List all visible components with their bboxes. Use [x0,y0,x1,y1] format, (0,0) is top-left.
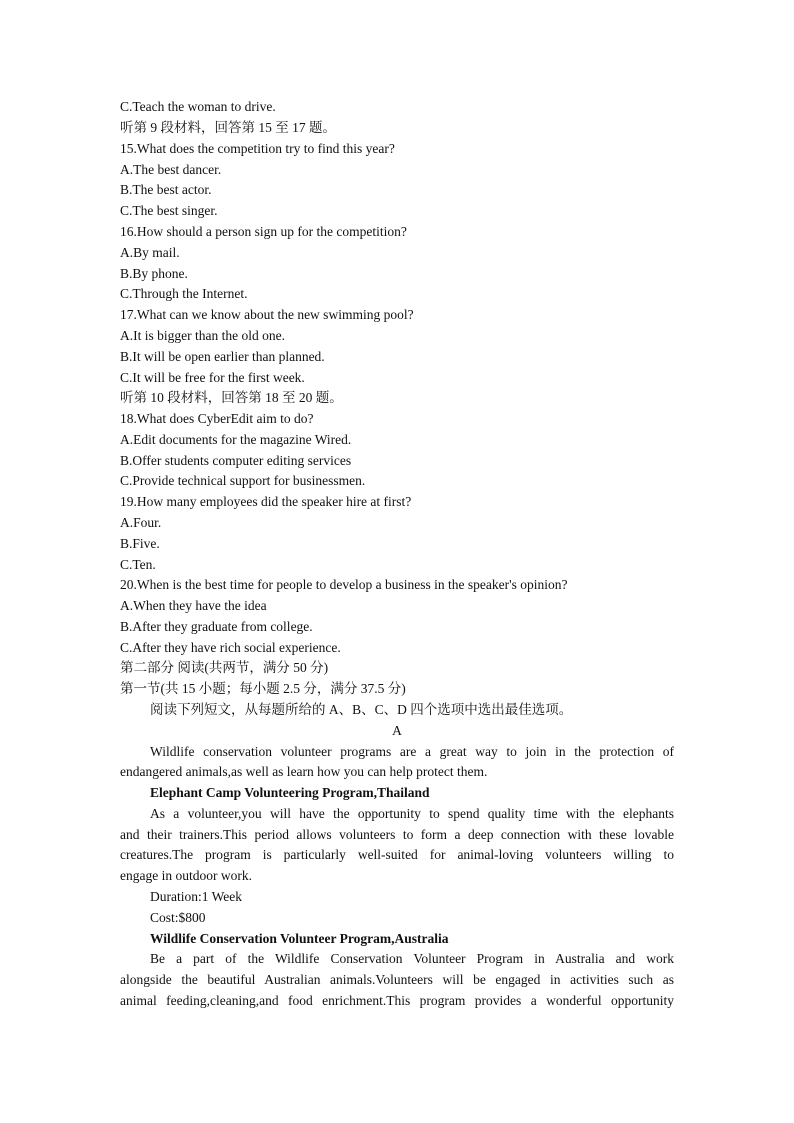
option-18c: C.Provide technical support for businessmen. [120,473,366,488]
program-1-cost: Cost:$800 [150,910,206,925]
question-16: 16.How should a person sign up for the competition? [120,224,407,239]
option-16b: B.By phone. [120,266,188,281]
option-17a: A.It is bigger than the old one. [120,328,285,343]
question-19: 19.How many employees did the speaker hire at first? [120,494,412,509]
option-15a: A.The best dancer. [120,162,222,177]
program-2-line-2: alongside the beautiful Australian animals.Volunteers will be engaged in activities such as [120,972,674,987]
program-2-line-1: Be a part of the Wildlife Conservation Volunteer Program in Australia and work [150,951,674,966]
question-17: 17.What can we know about the new swimming pool? [120,307,414,322]
program-2-line-3: animal feeding,cleaning,and food enrichment.This program provides a wonderful opportunity [120,993,674,1008]
passage-label: A [392,723,402,738]
program-1-duration: Duration:1 Week [150,889,243,904]
option-16c: C.Through the Internet. [120,286,248,301]
option-20c: C.After they have rich social experience. [120,640,341,655]
option-20a: A.When they have the idea [120,598,267,613]
program-1-line-4: engage in outdoor work. [120,868,252,883]
option-18b: B.Offer students computer editing services [120,453,352,468]
program-1-line-1: As a volunteer,you will have the opportunity to spend quality time with the elephants [150,806,674,821]
section-instruction-10: 听第 10 段材料，回答第 18 至 20 题。 [120,390,343,405]
section-instruction-9: 听第 9 段材料，回答第 15 至 17 题。 [120,120,336,135]
part-two-heading: 第二部分 阅读(共两节，满分 50 分) [120,660,329,675]
question-20: 20.When is the best time for people to develop a business in the speaker's opinion? [120,577,568,592]
section-one-heading: 第一节(共 15 小题；每小题 2.5 分，满分 37.5 分) [120,681,406,696]
option-20b: B.After they graduate from college. [120,619,313,634]
option-17c: C.It will be free for the first week. [120,370,305,385]
option-19c: C.Ten. [120,557,156,572]
program-1-title: Elephant Camp Volunteering Program,Thailand [150,785,430,800]
program-2-title: Wildlife Conservation Volunteer Program,Australia [150,931,449,946]
program-1-line-3: creatures.The program is particularly well-suited for animal-loving volunteers willing to [120,847,674,862]
question-18: 18.What does CyberEdit aim to do? [120,411,314,426]
option-14c: C.Teach the woman to drive. [120,99,276,114]
option-18a: A.Edit documents for the magazine Wired. [120,432,352,447]
option-19b: B.Five. [120,536,160,551]
option-17b: B.It will be open earlier than planned. [120,349,325,364]
reading-instruction: 阅读下列短文，从每题所给的 A、B、C、D 四个选项中选出最佳选项。 [150,702,573,717]
option-19a: A.Four. [120,515,162,530]
program-1-line-2: and their trainers.This period allows volunteers to form a deep connection with these lovable [120,827,674,842]
intro-paragraph-line-1: Wildlife conservation volunteer programs are a great way to join in the protection of [150,744,674,759]
option-15c: C.The best singer. [120,203,218,218]
question-15: 15.What does the competition try to find this year? [120,141,395,156]
intro-paragraph-line-2: endangered animals,as well as learn how you can help protect them. [120,764,488,779]
option-16a: A.By mail. [120,245,180,260]
option-15b: B.The best actor. [120,182,212,197]
